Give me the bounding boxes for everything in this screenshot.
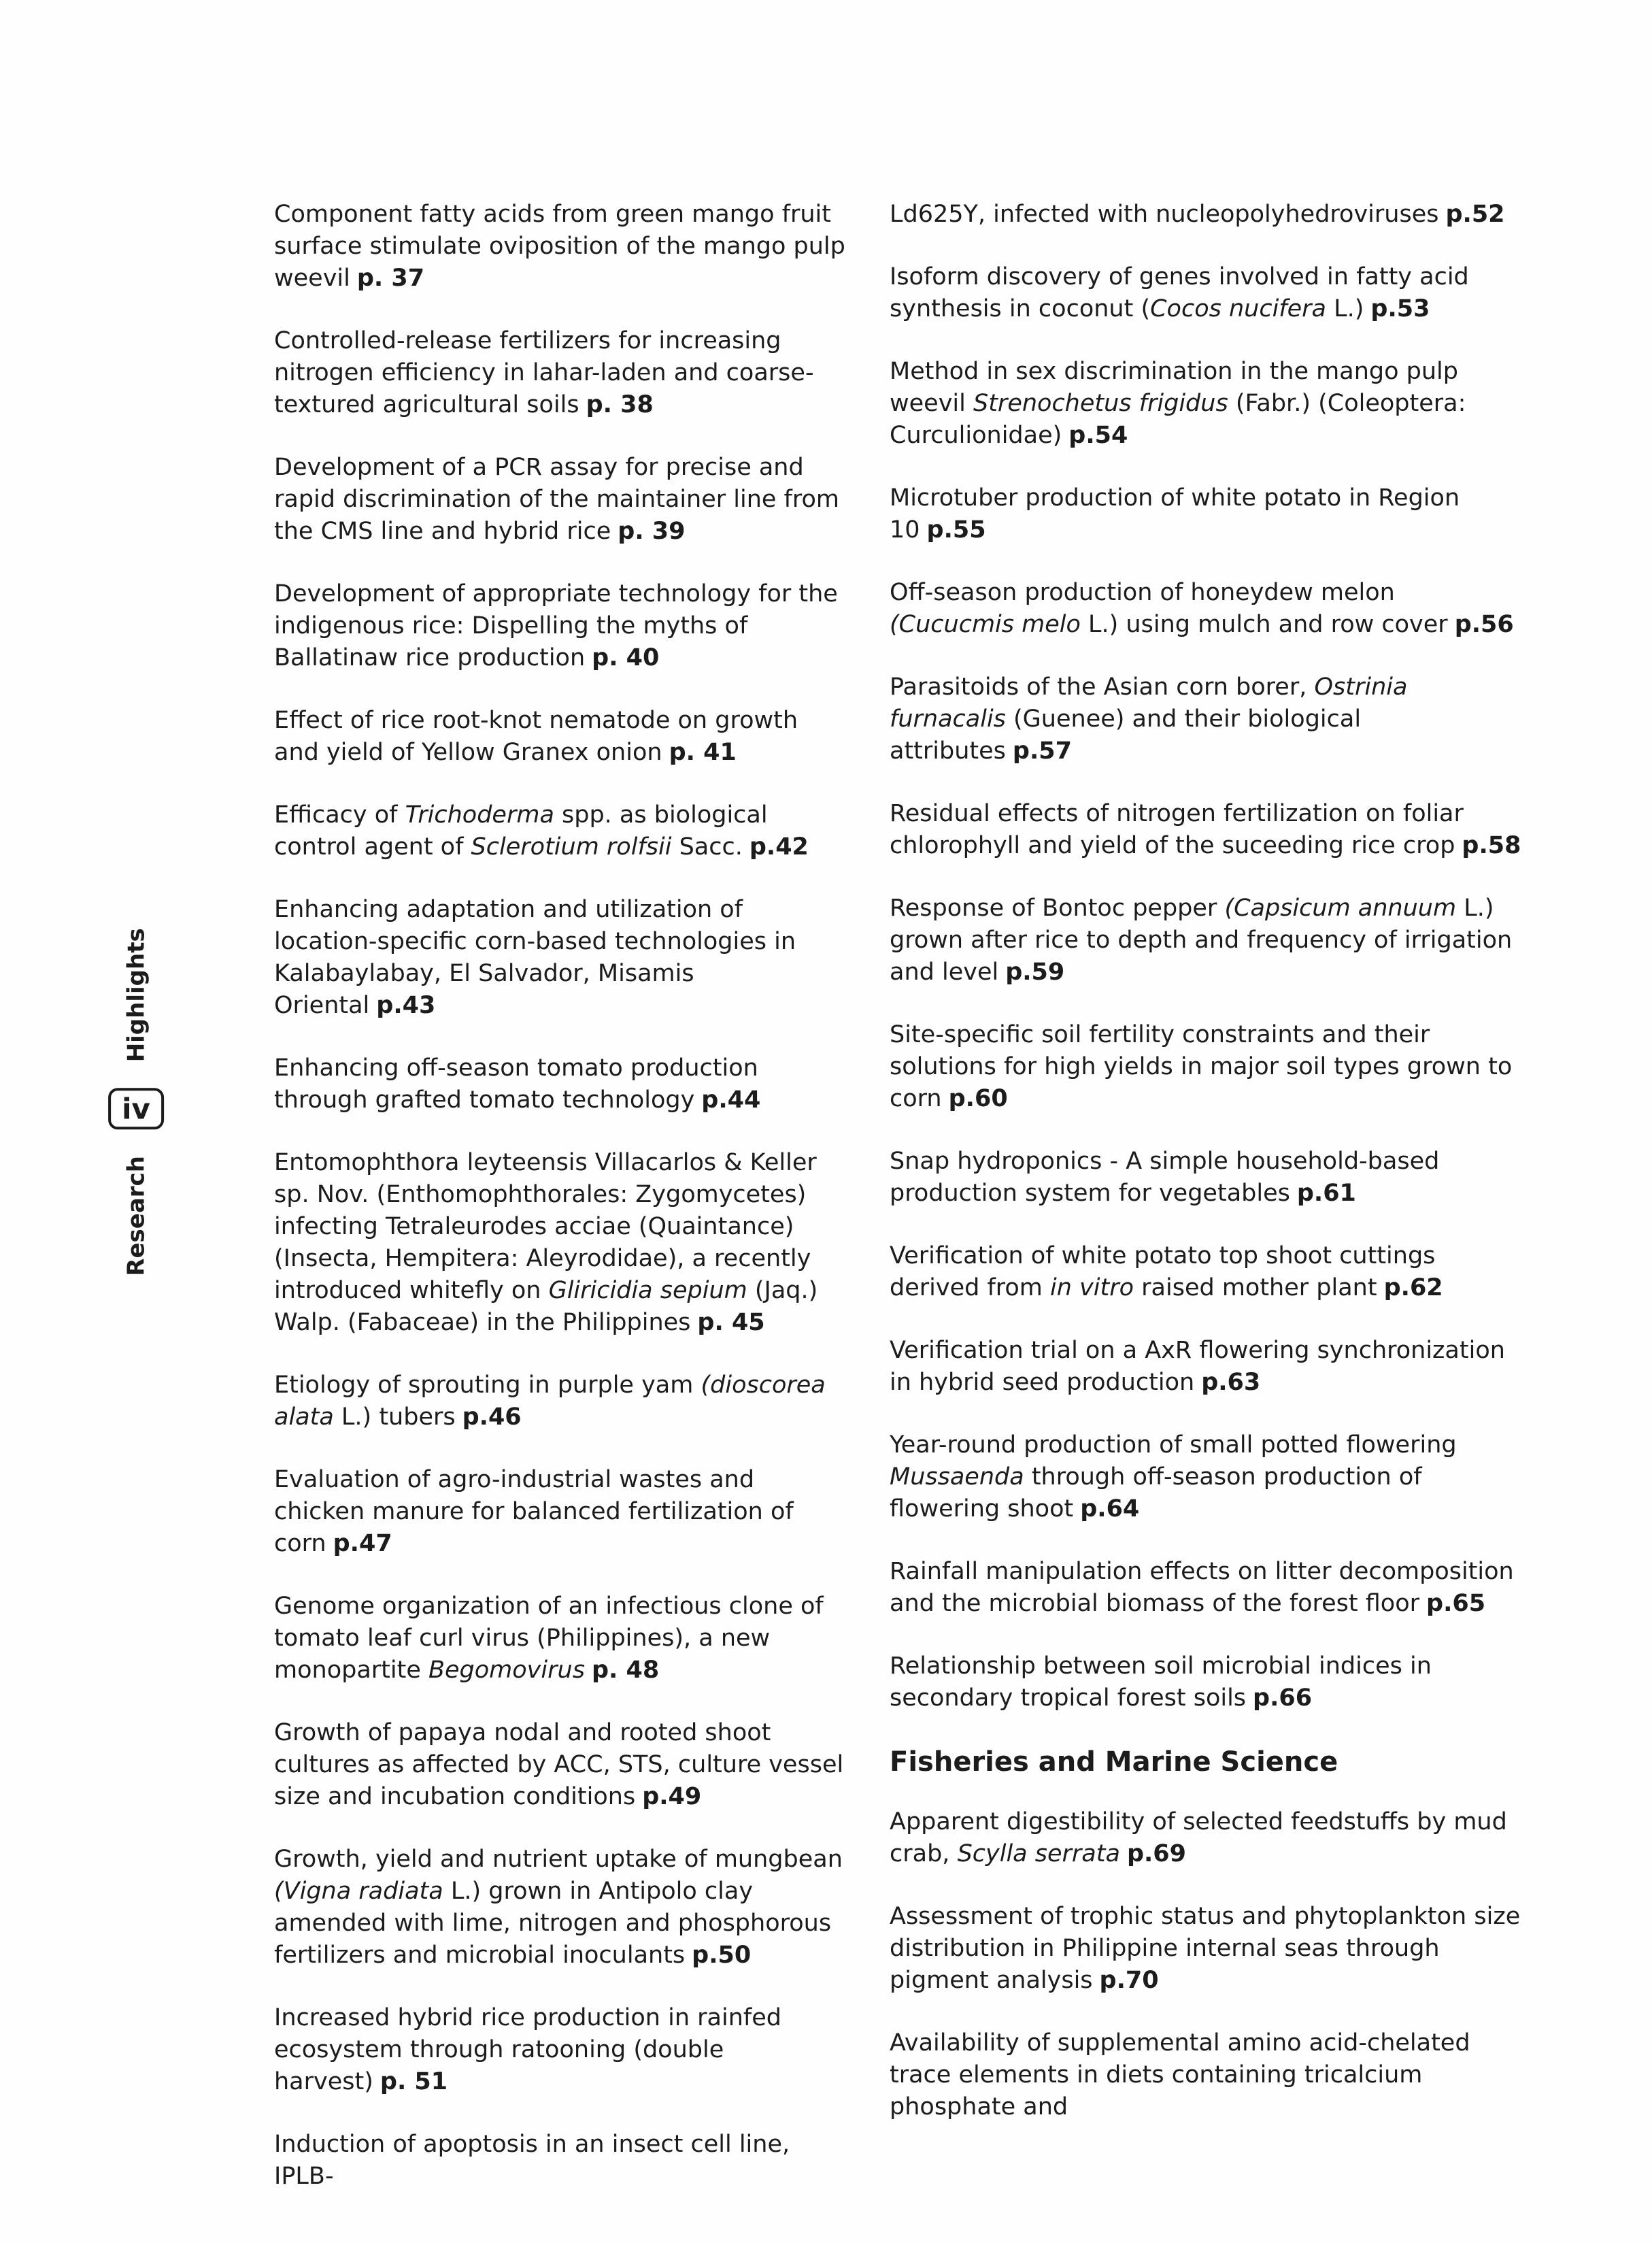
- entry-page-ref: p. 38: [586, 391, 654, 418]
- entry-title-text: Apparent digestibility of selected feedstuffs by mud crab,: [890, 1808, 1507, 1867]
- entry-title-italic: (Capsicum annuum: [1224, 895, 1457, 922]
- entry-page-ref: p.56: [1454, 611, 1514, 638]
- entry-title-text: Controlled-release fertilizers for increasing nitrogen efficiency in lahar-laden and coarse-textured agricultural soils: [274, 327, 814, 418]
- entry-title-text: L.) grown after rice to depth and frequency of irrigation and level: [890, 895, 1513, 986]
- entry-title-text: (Fabr.) (Coleoptera: Curculionidae): [890, 390, 1466, 449]
- entry-title-italic: Cocos nucifera: [1150, 295, 1327, 322]
- entry-title-text: Verification of white potato top shoot cuttings derived from: [890, 1242, 1436, 1301]
- highlight-entry: [890, 1901, 1525, 1997]
- highlight-entry: [890, 893, 1525, 988]
- entry-title-text: Enhancing adaptation and utilization of location-specific corn-based technologies in Kalabaylabay, El Salvador, Misamis Oriental: [274, 896, 796, 1019]
- left-entry-list: [274, 199, 849, 2193]
- entry-page-ref: p.50: [692, 1942, 752, 1969]
- entry-title-text: Development of appropriate technology for the indigenous rice: Dispelling the myths of Ballatinaw rice production: [274, 580, 838, 671]
- entry-title-text: Off-season production of honeydew melon: [890, 579, 1395, 606]
- entry-title-text: Isoform discovery of genes involved in fatty acid synthesis in coconut (: [890, 263, 1469, 322]
- entry-title-text: raised mother plant: [1134, 1274, 1377, 1301]
- entry-page-ref: p.46: [462, 1403, 522, 1431]
- entry-page-ref: p.54: [1068, 422, 1128, 449]
- entry-title-italic: Gliricidia sepium: [548, 1277, 747, 1304]
- entry-title-text: Genome organization of an infectious clone of tomato leaf curl virus (Philippines), a new monopartite: [274, 1593, 824, 1684]
- highlight-entry: [890, 1429, 1525, 1525]
- entry-page-ref: p.65: [1426, 1590, 1486, 1617]
- entry-page-ref: p.42: [749, 833, 809, 861]
- side-tab: [105, 898, 167, 1306]
- highlight-entry: [274, 325, 849, 421]
- right-entry-list-after: [890, 1806, 1525, 2123]
- left-column: [274, 199, 849, 2223]
- highlight-entry: [274, 199, 849, 295]
- entry-page-ref: p.64: [1080, 1495, 1140, 1523]
- highlight-entry: [274, 705, 849, 769]
- highlight-entry: [274, 1147, 849, 1339]
- entry-page-ref: p.69: [1126, 1840, 1186, 1867]
- entry-title-text: Sacc.: [671, 833, 743, 861]
- highlight-entry: [890, 261, 1525, 325]
- page-number-badge: iv: [108, 1088, 164, 1130]
- highlight-entry: [890, 356, 1525, 452]
- entry-title-text: Availability of supplemental amino acid-chelated trace elements in diets containing tricalcium phosphate and: [890, 2029, 1470, 2121]
- highlight-entry: [890, 1146, 1525, 1210]
- entry-title-text: Component fatty acids from green mango fruit surface stimulate oviposition of the mango pulp weevil: [274, 201, 845, 292]
- highlight-entry: [890, 1650, 1525, 1714]
- entry-title-italic: Scylla serrata: [957, 1840, 1120, 1867]
- entry-title-text: Evaluation of agro-industrial wastes and chicken manure for balanced fertilization of corn: [274, 1466, 794, 1557]
- right-entry-list: [890, 199, 1525, 1714]
- entry-title-text: Method in sex discrimination in the mango pulp weevil: [890, 358, 1458, 417]
- entry-title-text: L.): [1326, 295, 1364, 322]
- highlight-entry: [890, 1019, 1525, 1115]
- entry-title-text: Snap hydroponics - A simple household-based production system for vegetables: [890, 1148, 1440, 1207]
- entry-title-text: Residual effects of nitrogen fertilization on foliar chlorophyll and yield of the suceeding rice crop: [890, 800, 1464, 859]
- highlight-entry: [890, 671, 1525, 767]
- entry-title-text: Microtuber production of white potato in Region 10: [890, 484, 1460, 544]
- entry-title-text: spp. as biological control agent of: [274, 801, 768, 861]
- entry-page-ref: p.59: [1005, 959, 1065, 986]
- entry-title-text: Increased hybrid rice production in rainfed ecosystem through ratooning (double harvest): [274, 2004, 781, 2095]
- right-column: [890, 199, 1525, 2154]
- entry-title-text: Site-specific soil fertility constraints and their solutions for high yields in major soil types grown to corn: [890, 1021, 1513, 1112]
- entry-page-ref: p. 40: [592, 644, 660, 671]
- highlight-entry: [890, 1335, 1525, 1399]
- entry-title-italic: in vitro: [1050, 1274, 1134, 1301]
- highlight-entry: [274, 1464, 849, 1560]
- entry-title-text: L.) using mulch and row cover: [1080, 611, 1448, 638]
- highlight-entry: [890, 577, 1525, 641]
- highlight-entry: [890, 798, 1525, 862]
- entry-page-ref: p.63: [1201, 1369, 1261, 1396]
- entry-page-ref: p.49: [642, 1783, 702, 1810]
- entry-title-text: Ld625Y, infected with nucleopolyhedroviruses: [890, 201, 1439, 228]
- entry-page-ref: p.44: [701, 1086, 761, 1114]
- entry-title-italic: Strenochetus frigidus: [973, 390, 1228, 417]
- entry-title-text: Development of a PCR assay for precise and rapid discrimination of the maintainer line from the CMS line and hybrid rice: [274, 454, 840, 545]
- entry-title-text: Year-round production of small potted flowering: [890, 1431, 1457, 1459]
- entry-title-text: Response of Bontoc pepper: [890, 895, 1225, 922]
- highlight-entry: [274, 578, 849, 674]
- entry-title-italic: Sclerotium rolfsii: [471, 833, 672, 861]
- entry-title-text: Verification trial on a AxR flowering synchronization in hybrid seed production: [890, 1337, 1505, 1396]
- entry-title-text: (Guenee) and their biological attributes: [890, 705, 1362, 765]
- entry-title-text: Relationship between soil microbial indices in secondary tropical forest soils: [890, 1652, 1432, 1712]
- entry-title-text: Growth of papaya nodal and rooted shoot cultures as affected by ACC, STS, culture vessel size and incubation conditions: [274, 1719, 844, 1810]
- highlight-entry: [274, 1369, 849, 1433]
- entry-page-ref: p.62: [1383, 1274, 1443, 1301]
- highlight-entry: [274, 2002, 849, 2098]
- entry-title-text: Induction of apoptosis in an insect cell line, IPLB-: [274, 2131, 790, 2190]
- highlight-entry: [274, 1717, 849, 1813]
- entry-page-ref: p. 45: [697, 1309, 765, 1336]
- entry-title-text: L.) tubers: [333, 1403, 456, 1431]
- entry-title-text: Enhancing off-season tomato production through grafted tomato technology: [274, 1054, 758, 1114]
- entry-title-text: through off-season production of flowering shoot: [890, 1463, 1422, 1523]
- entry-title-italic: Begomovirus: [428, 1657, 585, 1684]
- entry-page-ref: p.60: [948, 1085, 1008, 1112]
- entry-title-text: (Jaq.) Walp. (Fabaceae) in the Philippines: [274, 1277, 818, 1336]
- highlight-entry: [890, 1556, 1525, 1620]
- highlight-entry: [890, 482, 1525, 546]
- highlight-entry: [274, 1591, 849, 1686]
- entry-page-ref: p.43: [376, 992, 436, 1019]
- entry-title-text: L.) grown in Antipolo clay amended with lime, nitrogen and phosphorous fertilizers and microbial inoculants: [274, 1878, 832, 1969]
- highlight-entry: [274, 2129, 849, 2193]
- entry-title-italic: (Cucucmis melo: [890, 611, 1081, 638]
- entry-title-italic: Ostrinia furnacalis: [890, 674, 1408, 733]
- entry-page-ref: p. 39: [618, 518, 686, 545]
- entry-page-ref: p. 37: [356, 265, 425, 292]
- entry-title-italic: Trichoderma: [405, 801, 554, 829]
- highlight-entry: [890, 199, 1525, 231]
- highlight-entry: [274, 1052, 849, 1116]
- entry-page-ref: p.57: [1012, 737, 1072, 765]
- highlight-entry: [274, 1844, 849, 1972]
- entry-page-ref: p. 48: [591, 1657, 660, 1684]
- highlight-entry: [274, 894, 849, 1022]
- entry-title-text: Effect of rice root-knot nematode on growth and yield of Yellow Granex onion: [274, 707, 798, 766]
- entry-title-text: Growth, yield and nutrient uptake of mungbean: [274, 1846, 843, 1873]
- entry-title-text: Assessment of trophic status and phytoplankton size distribution in Philippine internal seas through pigment analysis: [890, 1903, 1521, 1994]
- entry-title-text: Entomophthora leyteensis Villacarlos & Keller sp. Nov. (Enthomophthorales: Zygomycetes) infecting Tetraleurodes acciae (Quaintance) (Insecta, Hempitera: Aleyrodidae), a recently introduced whitefly on: [274, 1149, 817, 1304]
- entry-page-ref: p.52: [1445, 201, 1505, 228]
- entry-page-ref: p.47: [333, 1530, 392, 1557]
- highlight-entry: [890, 2027, 1525, 2123]
- highlight-entry: [274, 452, 849, 548]
- side-tab-highlights: Highlights: [122, 928, 150, 1063]
- entry-page-ref: p. 41: [669, 739, 737, 766]
- highlight-entry: [890, 1240, 1525, 1304]
- entry-page-ref: p. 51: [380, 2068, 448, 2095]
- side-tab-research: Research: [122, 1156, 150, 1276]
- entry-page-ref: p.61: [1296, 1180, 1356, 1207]
- entry-page-ref: p.53: [1370, 295, 1430, 322]
- entry-title-text: Efficacy of: [274, 801, 405, 829]
- entry-page-ref: p.55: [926, 516, 986, 544]
- highlight-entry: [890, 1806, 1525, 1870]
- entry-title-text: Etiology of sprouting in purple yam: [274, 1371, 701, 1399]
- entry-page-ref: p.70: [1099, 1967, 1159, 1994]
- entry-title-italic: (Vigna radiata: [274, 1878, 443, 1905]
- entry-title-text: Parasitoids of the Asian corn borer,: [890, 674, 1315, 701]
- entry-title-italic: (dioscorea alata: [274, 1371, 826, 1431]
- entry-page-ref: p.66: [1253, 1684, 1313, 1712]
- section-heading: Fisheries and Marine Science: [890, 1746, 1338, 1778]
- entry-page-ref: p.58: [1462, 832, 1521, 859]
- entry-title-italic: Mussaenda: [890, 1463, 1024, 1491]
- highlight-entry: [274, 799, 849, 863]
- entry-title-text: Rainfall manipulation effects on litter decomposition and the microbial biomass of the forest floor: [890, 1558, 1514, 1617]
